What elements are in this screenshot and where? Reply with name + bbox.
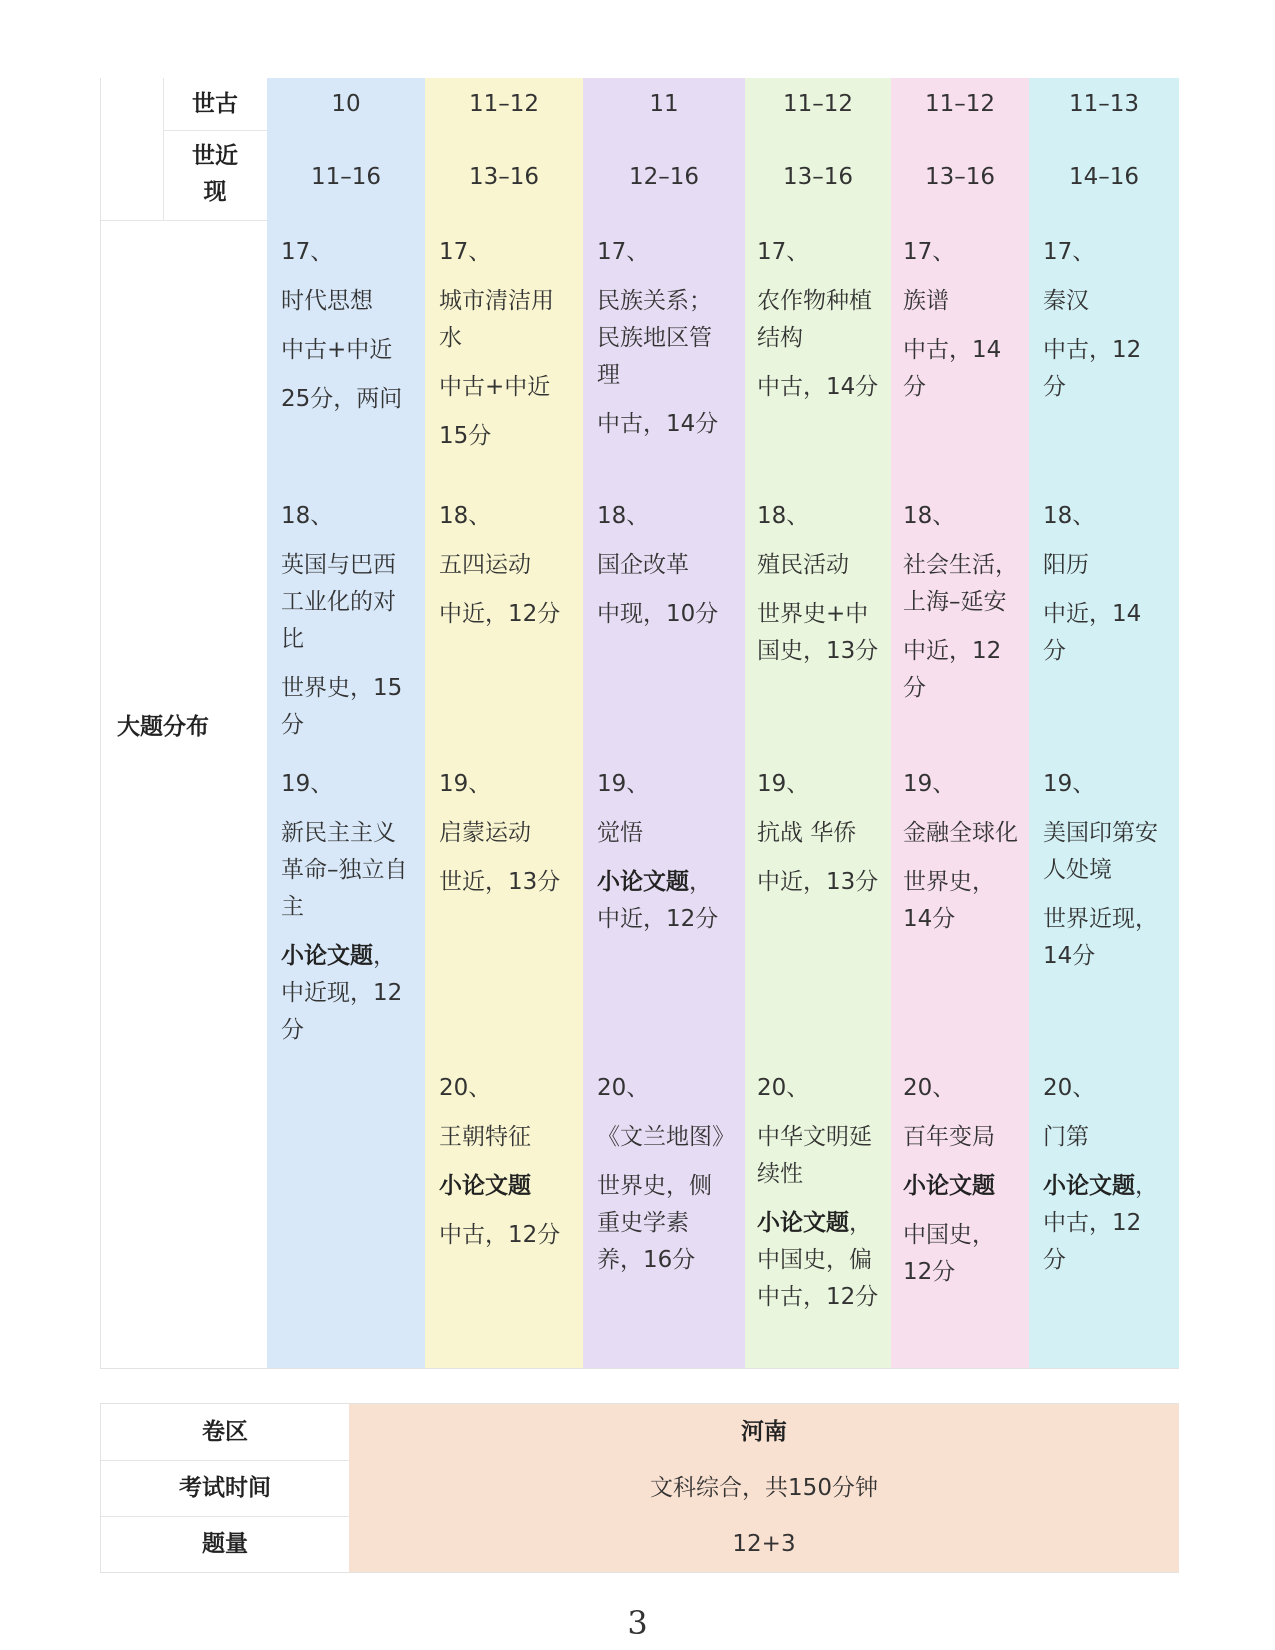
question-number: 20、 <box>597 1075 650 1101</box>
page-number: 3 <box>627 1604 648 1642</box>
question-number: 17、 <box>1043 239 1096 265</box>
question-scope: 中近，14分 <box>1043 601 1142 664</box>
question-topic: 抗战 华侨 <box>757 820 857 846</box>
question-19-cell <box>597 766 733 950</box>
question-scope: 世界史，15分 <box>281 675 403 738</box>
range-cell: 11–12 <box>924 91 996 117</box>
range-cell: 11–13 <box>1068 91 1140 117</box>
row-label-line: 世近 <box>192 143 238 169</box>
question-18-cell <box>903 498 1019 719</box>
range-cell: 11–16 <box>310 164 382 190</box>
info-key: 卷区 <box>202 1419 248 1445</box>
question-scope: 世界史，14分 <box>903 869 995 932</box>
question-score: 15分 <box>439 423 492 449</box>
essay-tag: 小论文题 <box>439 1173 531 1199</box>
question-detail <box>1043 1168 1163 1279</box>
question-scope: 中近，12分 <box>903 638 1002 701</box>
question-number: 19、 <box>903 771 956 797</box>
row-label-shijinxian <box>163 138 267 210</box>
question-number: 17、 <box>757 239 810 265</box>
question-topic: 城市清洁用水 <box>439 288 554 351</box>
info-row-question-count <box>101 1516 1179 1572</box>
question-topic: 时代思想 <box>281 288 373 314</box>
row-label-line: 现 <box>203 179 227 205</box>
question-scope: 中古，14分 <box>903 337 1002 400</box>
question-scope: 中古，14分 <box>597 411 719 437</box>
question-number: 17、 <box>439 239 492 265</box>
range-cell: 13–16 <box>468 164 540 190</box>
question-18-cell <box>439 498 569 645</box>
question-17-cell <box>439 234 569 467</box>
question-17-cell <box>903 234 1019 418</box>
info-row-region <box>101 1404 1179 1460</box>
question-scope: 世近，13分 <box>439 869 561 895</box>
question-topic: 觉悟 <box>597 820 643 846</box>
question-18-cell <box>597 498 733 645</box>
question-number: 19、 <box>757 771 810 797</box>
question-detail <box>757 1205 879 1316</box>
section-label-question-distribution: 大题分布 <box>117 714 209 740</box>
question-number: 19、 <box>439 771 492 797</box>
question-scope: ，中近现，12分 <box>281 943 403 1043</box>
question-topic: 启蒙运动 <box>439 820 531 846</box>
question-topic: 农作物种植结构 <box>757 288 872 351</box>
question-topic: 阳历 <box>1043 552 1089 578</box>
question-scope: 中古，14分 <box>757 374 879 400</box>
question-19-cell <box>1043 766 1163 987</box>
question-scope: 中近，12分 <box>597 906 719 932</box>
question-topic: 美国印第安人处境 <box>1043 820 1158 883</box>
question-number: 18、 <box>757 503 810 529</box>
divider <box>163 130 267 131</box>
question-17-cell <box>1043 234 1163 418</box>
essay-tag: 小论文题 <box>597 869 689 895</box>
info-row-exam-time <box>101 1460 1179 1516</box>
range-cell: 11–12 <box>468 91 540 117</box>
question-20-cell <box>439 1070 569 1266</box>
question-17-cell <box>597 234 733 455</box>
info-value: 河南 <box>741 1419 787 1445</box>
range-cell: 11 <box>649 91 679 117</box>
info-value: 12+3 <box>732 1531 796 1557</box>
question-topic: 社会生活，上海–延安 <box>903 552 1018 615</box>
question-19-cell <box>281 766 411 1061</box>
question-number: 20、 <box>1043 1075 1096 1101</box>
info-value: 文科综合，共150分钟 <box>650 1475 878 1501</box>
question-topic: 殖民活动 <box>757 552 849 578</box>
question-number: 18、 <box>1043 503 1096 529</box>
question-scope: 中古+中近 <box>439 374 551 400</box>
question-number: 18、 <box>439 503 492 529</box>
question-scope: 中古+中近 <box>281 337 393 363</box>
question-number: 20、 <box>757 1075 810 1101</box>
essay-tag-line <box>903 1168 1023 1205</box>
question-19-cell <box>903 766 1019 950</box>
exam-info-table <box>100 1403 1179 1573</box>
question-number: 20、 <box>903 1075 956 1101</box>
question-score: 25分，两问 <box>281 386 403 412</box>
range-cell: 11–12 <box>782 91 854 117</box>
question-scope: 中近，13分 <box>757 869 879 895</box>
question-topic: 金融全球化 <box>903 820 1018 846</box>
essay-tag: 小论文题 <box>903 1173 995 1199</box>
info-key: 题量 <box>202 1531 248 1557</box>
punctuation: ， <box>689 869 712 895</box>
question-topic: 王朝特征 <box>439 1124 531 1150</box>
question-number: 19、 <box>1043 771 1096 797</box>
row-label-shigu: 世古 <box>192 91 238 117</box>
question-scope: 世界史，侧重史学素养，16分 <box>597 1173 712 1273</box>
range-cell: 13–16 <box>782 164 854 190</box>
info-key: 考试时间 <box>179 1475 271 1501</box>
question-topic: 门第 <box>1043 1124 1089 1150</box>
question-number: 18、 <box>903 503 956 529</box>
question-18-cell <box>1043 498 1163 682</box>
question-scope: ，中国史，偏中古，12分 <box>757 1210 879 1310</box>
question-19-cell <box>757 766 879 913</box>
question-topic: 国企改革 <box>597 552 689 578</box>
question-scope: 中近，12分 <box>439 601 561 627</box>
question-scope: 中古，12分 <box>439 1222 561 1248</box>
question-20-cell <box>1043 1070 1163 1291</box>
essay-tag: 小论文题 <box>1043 1173 1135 1199</box>
range-cell: 10 <box>331 91 361 117</box>
essay-tag-line <box>439 1168 569 1205</box>
question-18-cell <box>757 498 879 682</box>
exam-distribution-table <box>100 78 1179 1369</box>
question-number: 19、 <box>597 771 650 797</box>
question-topic: 新民主主义革命–独立自主 <box>281 820 408 920</box>
question-scope: 中现，10分 <box>597 601 719 627</box>
question-topic: 族谱 <box>903 288 949 314</box>
question-detail <box>281 938 411 1049</box>
question-topic: 民族关系；民族地区管理 <box>597 288 712 388</box>
question-number: 17、 <box>281 239 334 265</box>
question-17-cell <box>281 234 411 430</box>
question-scope: 世界近现，14分 <box>1043 906 1158 969</box>
question-number: 18、 <box>281 503 334 529</box>
question-18-cell <box>281 498 411 756</box>
question-scope: 世界史+中国史，13分 <box>757 601 879 664</box>
divider <box>101 220 267 221</box>
essay-tag: 小论文题 <box>757 1210 849 1236</box>
question-scope: 中古，12分 <box>1043 337 1142 400</box>
question-20-cell <box>597 1070 733 1291</box>
question-topic: 百年变局 <box>903 1124 995 1150</box>
question-topic: 英国与巴西工业化的对比 <box>281 552 396 652</box>
range-cell: 14–16 <box>1068 164 1140 190</box>
question-20-cell <box>903 1070 1023 1303</box>
question-topic: 中华文明延续性 <box>757 1124 872 1187</box>
essay-tag: 小论文题 <box>281 943 373 969</box>
question-topic: 五四运动 <box>439 552 531 578</box>
question-number: 17、 <box>903 239 956 265</box>
question-number: 18、 <box>597 503 650 529</box>
question-number: 19、 <box>281 771 334 797</box>
question-topic: 《文兰地图》 <box>597 1124 735 1150</box>
question-number: 17、 <box>597 239 650 265</box>
question-scope: ，中古，12分 <box>1043 1173 1158 1273</box>
question-number: 20、 <box>439 1075 492 1101</box>
range-cell: 12–16 <box>628 164 700 190</box>
essay-tag-line <box>597 864 733 901</box>
question-topic: 秦汉 <box>1043 288 1089 314</box>
question-19-cell <box>439 766 569 913</box>
question-17-cell <box>757 234 879 418</box>
question-20-cell <box>757 1070 879 1328</box>
question-scope: 中国史，12分 <box>903 1222 995 1285</box>
range-cell: 13–16 <box>924 164 996 190</box>
